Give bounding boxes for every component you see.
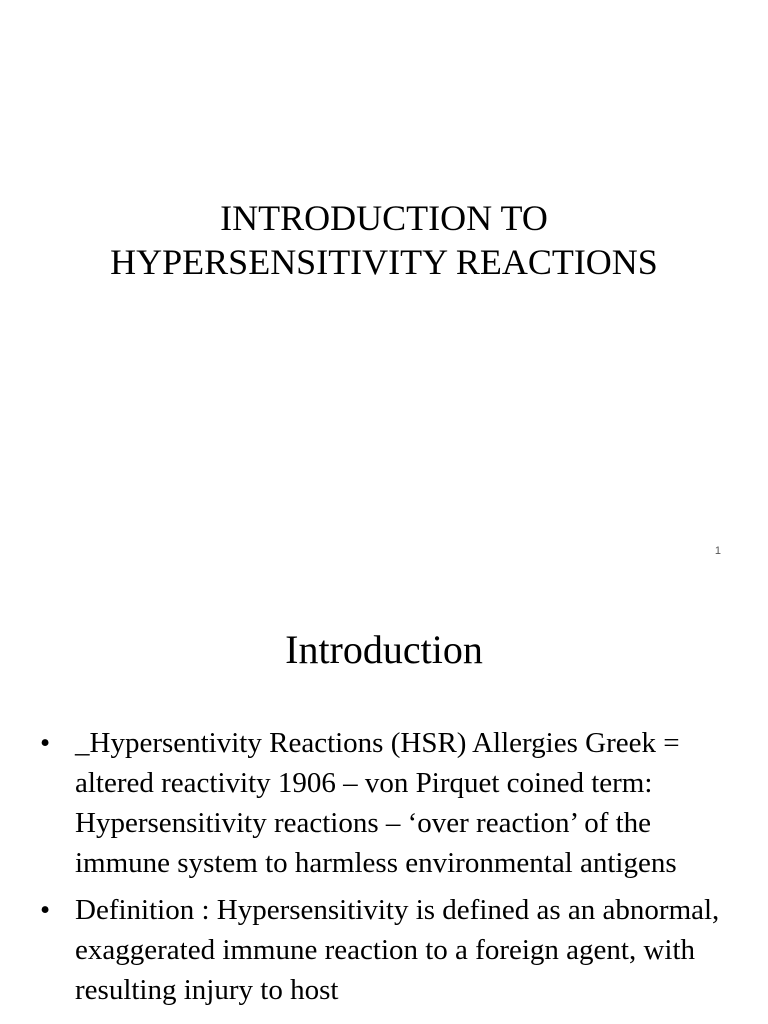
bullet-marker: • — [40, 727, 51, 759]
slide-1-title-line-2: HYPERSENSITIVITY REACTIONS — [110, 242, 658, 282]
bullet-item-1 — [40, 723, 730, 883]
slide-2-title: Introduction — [285, 627, 483, 672]
slide-2 — [0, 576, 768, 1024]
bullet-marker: • — [40, 894, 51, 926]
bullet-list — [40, 723, 730, 1017]
slide-1-title-line-1: INTRODUCTION TO — [220, 198, 548, 238]
bullet-text-1: _Hypersentivity Reactions (HSR) Allergies Greek = altered reactivity 1906 – von Pirquet coined term: Hypersensitivity reactions – ‘over reaction’ of the immune system to harmless environmental antigens — [75, 727, 680, 879]
slide-1-title — [0, 196, 768, 284]
bullet-text-2: Definition : Hypersensitivity is defined as an abnormal, exaggerated immune reaction to a foreign agent, with resulting injury to host — [75, 894, 720, 1006]
slide-number: 1 — [714, 545, 721, 557]
bullet-item-2 — [40, 890, 730, 1010]
